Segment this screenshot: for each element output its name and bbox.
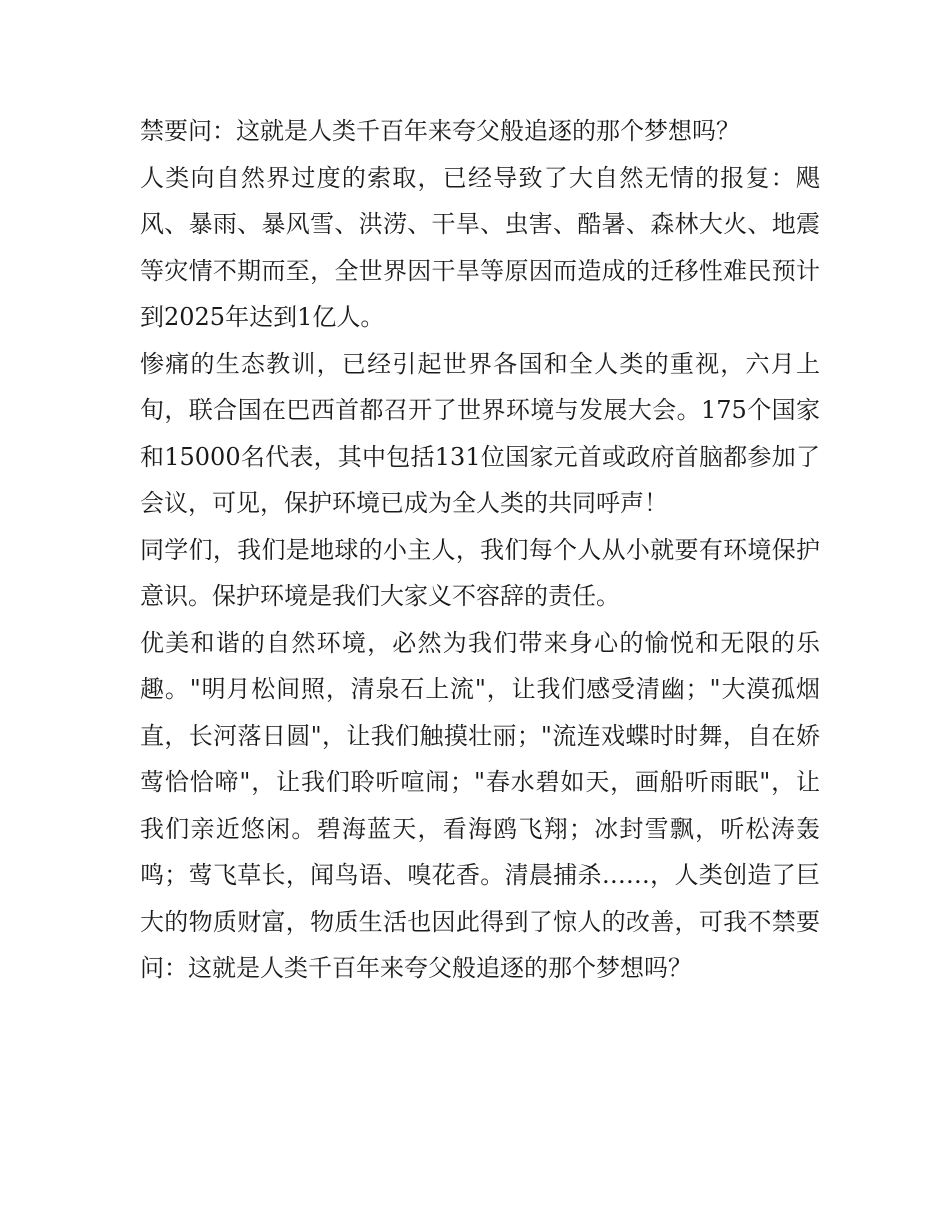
document-body — [140, 108, 820, 992]
paragraph: 同学们，我们是地球的小主人，我们每个人从小就要有环境保护意识。保护环境是我们大家义不容辞的责任。 — [140, 535, 820, 610]
paragraph: 人类向自然界过度的索取，已经导致了大自然无情的报复：飓风、暴雨、暴风雪、洪涝、干旱、虫害、酷暑、森林大火、地震等灾情不期而至，全世界因干旱等原因而造成的迁移性难民预计到2025年达到1亿人。 — [140, 163, 820, 331]
paragraph: 禁要问：这就是人类千百年来夸父般追逐的那个梦想吗？ — [140, 117, 740, 145]
paragraph: 惨痛的生态教训，已经引起世界各国和全人类的重视，六月上旬，联合国在巴西首都召开了世界环境与发展大会。175个国家和15000名代表，其中包括131位国家元首或政府首脑都参加了会议，可见，保护环境已成为全人类的共同呼声！ — [140, 349, 820, 517]
paragraph: 优美和谐的自然环境，必然为我们带来身心的愉悦和无限的乐趣。"明月松间照，清泉石上流"，让我们感受清幽；"大漠孤烟直，长河落日圆"，让我们触摸壮丽；"流连戏蝶时时舞，自在娇莺恰恰啼"，让我们聆听喧闹；"春水碧如天，画船听雨眠"，让我们亲近悠闲。碧海蓝天，看海鸥飞翔；冰封雪飘，听松涛轰鸣；莺飞草长，闻鸟语、嗅花香。清晨捕杀……，人类创造了巨大的物质财富，物质生活也因此得到了惊人的改善，可我不禁要问：这就是人类千百年来夸父般追逐的那个梦想吗？ — [140, 628, 820, 982]
